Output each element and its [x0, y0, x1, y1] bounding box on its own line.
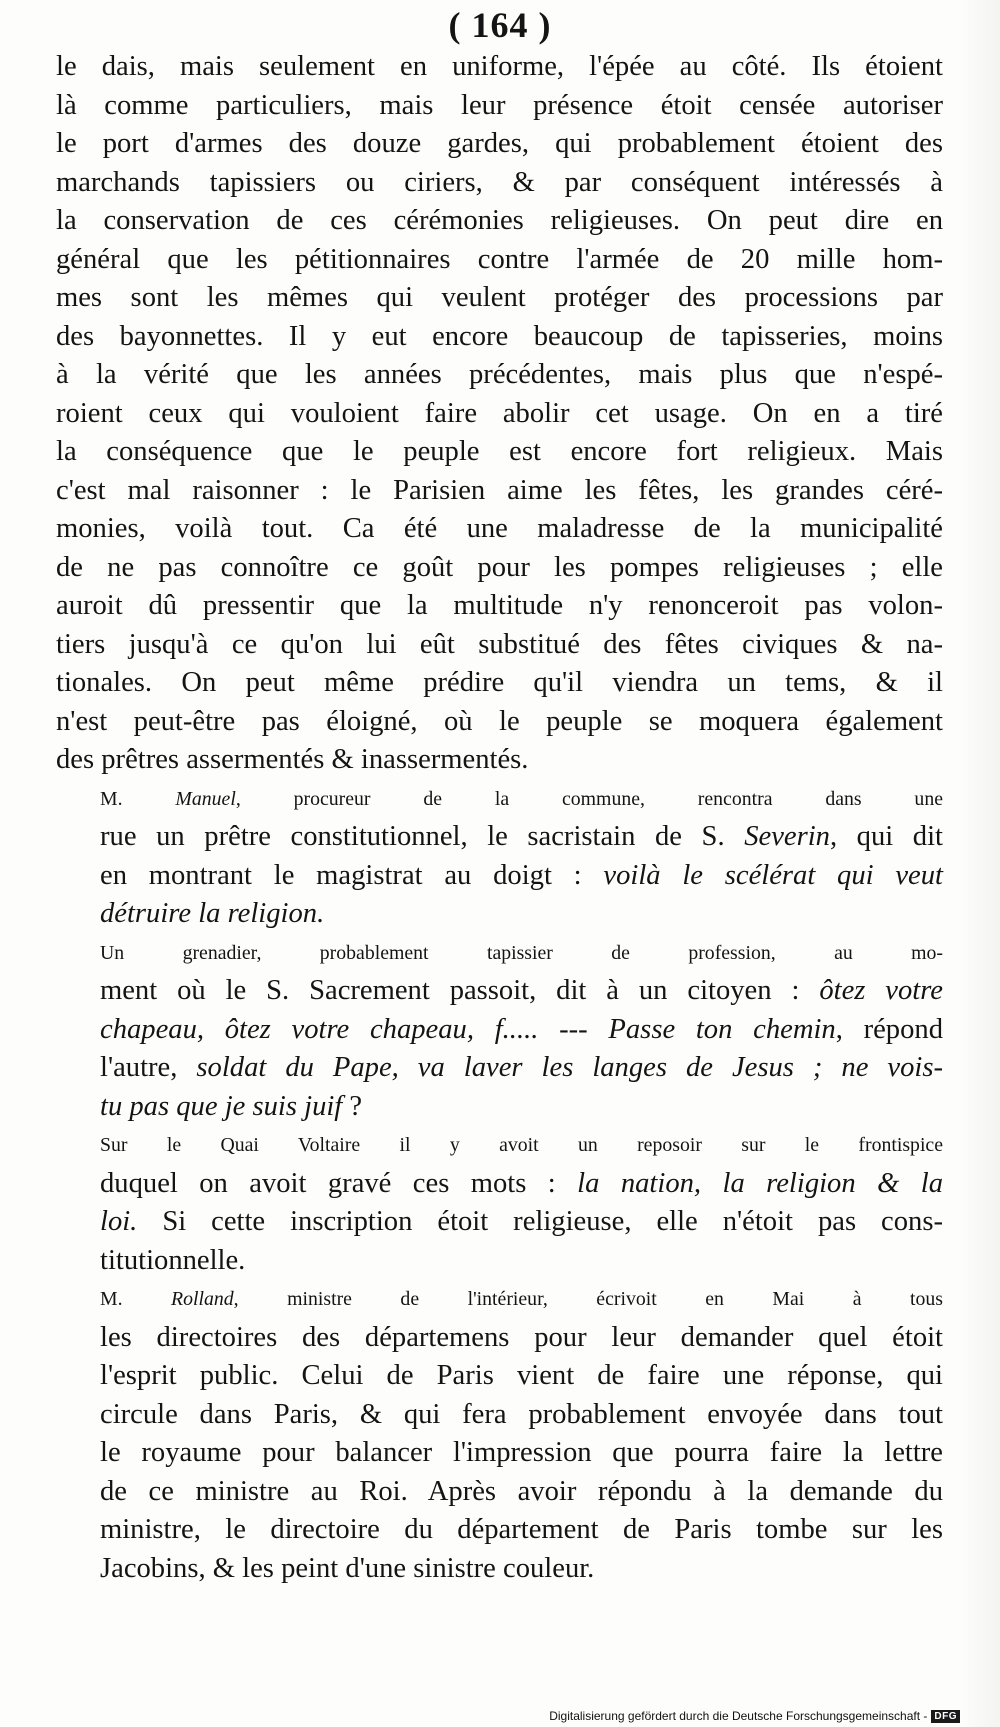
italic-text: voilà le scélérat qui veut [603, 859, 943, 891]
text-run: , ministre de l'intérieur, écrivoit en Mai à tous [233, 1288, 943, 1310]
italic-text: loi. [100, 1206, 138, 1237]
italic-text: tu pas que je suis juif [100, 1090, 343, 1122]
paragraph [56, 780, 943, 934]
text-line [56, 164, 943, 203]
text-run: roient ceux qui vouloient faire abolir cet usage. On en a tiré [56, 397, 943, 429]
text-line [56, 818, 943, 857]
text-line [56, 433, 943, 472]
text-line [56, 241, 943, 280]
text-run: M. [100, 787, 176, 810]
text-line [56, 1396, 943, 1435]
text-line [56, 510, 943, 549]
text-line [56, 1088, 943, 1127]
text-run: Un grenadier, probablement tapissier de profession, au mo- [100, 941, 943, 964]
text-line [56, 1357, 943, 1396]
text-run: M. [100, 1288, 172, 1310]
text-line [56, 1126, 943, 1165]
italic-text: détruire la religion. [100, 898, 325, 929]
text-run: monies, voilà tout. Ca été une maladresse de la municipalité [56, 513, 943, 544]
digitization-footer [549, 1709, 960, 1723]
text-run: ministre, le directoire du département de Paris tombe sur les [100, 1514, 943, 1545]
text-run: , procureur de la commune, rencontra dans une [235, 787, 943, 810]
paragraph [56, 1126, 943, 1280]
text-line [56, 1203, 943, 1242]
text-line [56, 1011, 943, 1050]
text-line [56, 549, 943, 588]
italic-text: soldat du Pape, va laver les langes de Jesus ; ne vois- [196, 1052, 943, 1083]
text-run: général que les pétitionnaires contre l'armée de 20 mille hom- [56, 243, 943, 275]
text-run: le royaume pour balancer l'impression que pourra faire la lettre [100, 1437, 943, 1468]
text-run: , répond [835, 1013, 943, 1045]
text-line [56, 895, 943, 934]
italic-text: la nation, la religion & la [577, 1167, 943, 1199]
text-line [56, 626, 943, 665]
text-line [56, 587, 943, 626]
paragraph [56, 1280, 943, 1588]
text-line [56, 48, 943, 87]
text-run: titutionnelle. [100, 1244, 246, 1276]
text-line [56, 1550, 943, 1589]
text-run: des bayonnettes. Il y eut encore beaucoup de tapisseries, moins [56, 320, 943, 352]
text-run: l'autre, [100, 1052, 197, 1083]
paragraph [56, 48, 943, 780]
text-line [56, 1049, 943, 1088]
text-line [56, 1165, 943, 1204]
text-line [56, 703, 943, 742]
text-line [56, 1319, 943, 1358]
scan-edge-shading [960, 0, 1000, 1727]
text-run: de ne pas connoître ce goût pour les pompes religieuses ; elle [56, 551, 943, 583]
text-run: les directoires des départemens pour leur demander quel étoit [100, 1321, 943, 1353]
text-run: des prêtres assermentés & inassermentés. [56, 744, 529, 775]
text-run: le dais, mais seulement en uniforme, l'épée au côté. Ils étoient [56, 51, 943, 82]
body-text [56, 48, 943, 1588]
text-run: marchands tapissiers ou ciriers, & par conséquent intéressés à [56, 166, 943, 198]
text-run: mes sont les mêmes qui veulent protéger des processions par [56, 282, 943, 313]
text-line [56, 664, 943, 703]
text-line [56, 318, 943, 357]
text-run: n'est peut-être pas éloigné, où le peuple se moquera également [56, 705, 943, 737]
italic-text: Severin [744, 821, 830, 852]
text-line [56, 1280, 943, 1319]
text-run: c'est mal raisonner : le Parisien aime les fêtes, les grandes céré- [56, 474, 943, 506]
text-run: auroit dû pressentir que la multitude n'y renonceroit pas volon- [56, 590, 943, 621]
text-run: tionales. On peut même prédire qu'il viendra un tems, & il [56, 667, 943, 698]
text-run: Jacobins, & les peint d'une sinistre couleur. [100, 1552, 595, 1584]
dfg-logo-icon: DFG [931, 1710, 960, 1723]
text-run: ? [342, 1090, 363, 1122]
text-line [56, 202, 943, 241]
text-line [56, 87, 943, 126]
italic-text: Rolland [171, 1288, 234, 1310]
text-run: de ce ministre au Roi. Après avoir répondu à la demande du [100, 1475, 943, 1507]
text-line [56, 780, 943, 819]
text-run: là comme particuliers, mais leur présence étoit censée autoriser [56, 89, 943, 121]
text-line [56, 934, 943, 973]
text-run: la conservation de ces cérémonies religieuses. On peut dire en [56, 205, 943, 236]
text-run: tiers jusqu'à ce qu'on lui eût substitué des fêtes civiques & na- [56, 628, 943, 660]
text-line [56, 741, 943, 780]
text-run: , qui dit [829, 821, 943, 852]
text-run: rue un prêtre constitutionnel, le sacristain de S. [100, 821, 745, 852]
page-number: ( 164 ) [448, 5, 552, 45]
text-run: Si cette inscription étoit religieuse, elle n'étoit pas cons- [137, 1206, 943, 1237]
text-run: duquel on avoit gravé ces mots : [100, 1167, 578, 1199]
italic-text: chapeau, ôtez votre chapeau, f..... --- Passe ton chemin [100, 1013, 836, 1045]
text-line [56, 857, 943, 896]
text-line [56, 1242, 943, 1281]
text-run: à la vérité que les années précédentes, mais plus que n'espé- [56, 359, 943, 390]
text-run: la conséquence que le peuple est encore fort religieux. Mais [56, 436, 943, 467]
text-line [56, 1434, 943, 1473]
footer-credit: Digitalisierung gefördert durch die Deutsche Forschungsgemeinschaft - [549, 1709, 928, 1723]
text-line [56, 972, 943, 1011]
text-line [56, 279, 943, 318]
text-run: le port d'armes des douze gardes, qui probablement étoient des [56, 128, 943, 159]
text-run: l'esprit public. Celui de Paris vient de faire une réponse, qui [100, 1360, 943, 1391]
text-line [56, 1473, 943, 1512]
text-run: Sur le Quai Voltaire il y avoit un reposoir sur le frontispice [100, 1134, 943, 1156]
text-line [56, 356, 943, 395]
italic-text: ôtez votre [819, 975, 943, 1006]
paragraph [56, 934, 943, 1127]
text-line [56, 472, 943, 511]
text-run: en montrant le magistrat au doigt : [100, 859, 604, 891]
text-line [56, 395, 943, 434]
text-line [56, 1511, 943, 1550]
italic-text: Manuel [175, 787, 236, 810]
text-run: ment où le S. Sacrement passoit, dit à un citoyen : [100, 975, 820, 1006]
text-line [56, 125, 943, 164]
text-run: circule dans Paris, & qui fera probablement envoyée dans tout [100, 1398, 943, 1430]
